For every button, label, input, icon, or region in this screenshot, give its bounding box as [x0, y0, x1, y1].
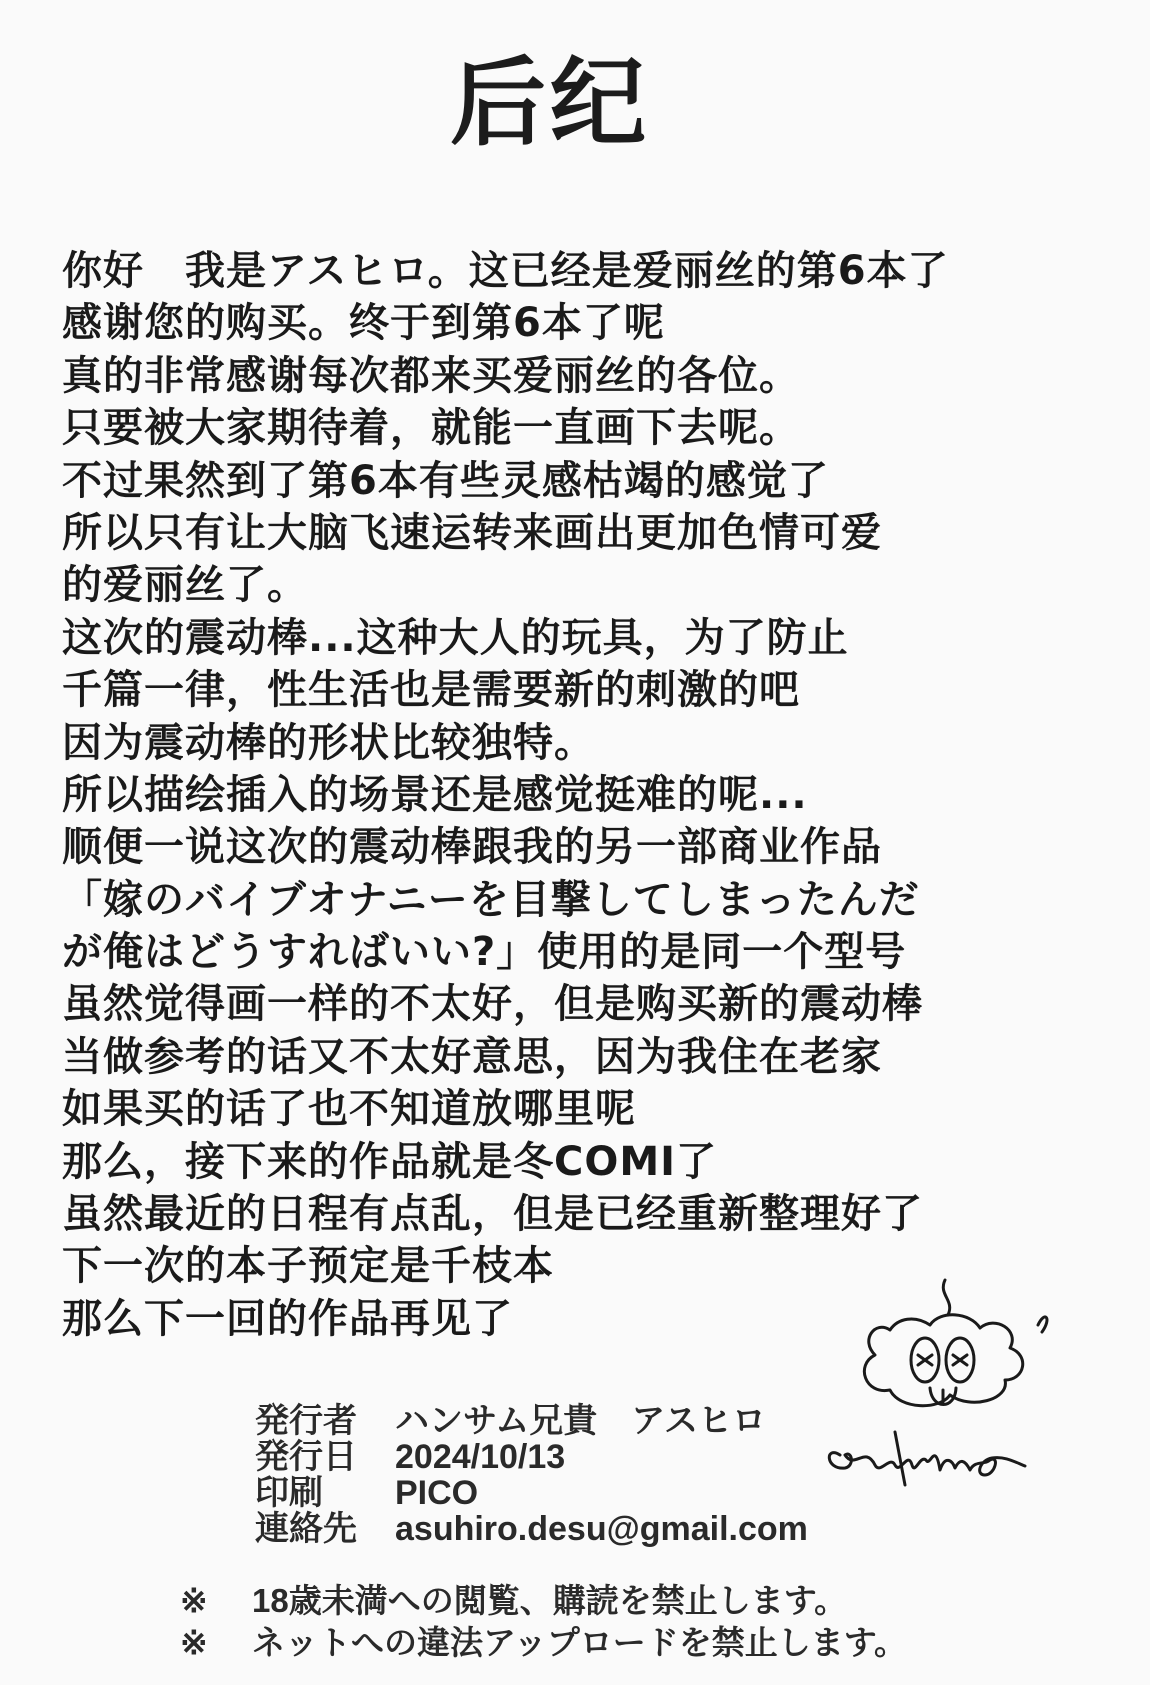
age-notice-text: 18歳未満への閲覧、購読を禁止します。 [252, 1582, 848, 1619]
notices [180, 1580, 980, 1664]
colophon-contact-row [255, 1511, 855, 1547]
afterword-body [62, 245, 1122, 1345]
body-line: 虽然最近的日程有点乱，但是已经重新整理好了 [62, 1191, 923, 1238]
body-line: 「嫁のバイブオナニーを目撃してしまったんだ [62, 876, 920, 923]
colophon-publisher-row [255, 1403, 855, 1439]
body-line: 千篇一律，性生活也是需要新的刺激的吧 [62, 667, 800, 714]
colophon [255, 1403, 855, 1547]
body-line: 那么，接下来的作品就是冬COMI了 [62, 1138, 718, 1185]
page-title: 后纪 [450, 47, 650, 159]
body-line: 感谢您的购买。终于到第6本了呢 [62, 300, 665, 347]
body-line: 的爱丽丝了。 [62, 562, 308, 609]
print-label: 印刷 [255, 1474, 323, 1512]
print-value: PICO [395, 1474, 479, 1512]
upload-prohibition-notice [180, 1622, 980, 1664]
body-line: 顺便一说这次的震动棒跟我的另一部商业作品 [62, 824, 882, 871]
contact-label: 連絡先 [255, 1510, 357, 1548]
reference-mark-icon: ※ [180, 1624, 208, 1661]
date-label: 発行日 [255, 1438, 357, 1476]
signature-doodle-icon [820, 1270, 1120, 1520]
body-line: 你好 我是アスヒロ。这已经是爱丽丝的第6本了 [62, 248, 949, 294]
reference-mark-icon: ※ [180, 1582, 208, 1619]
body-line: が俺はどうすればいい?」使用的是同一个型号 [62, 929, 907, 976]
upload-notice-text: ネットへの違法アップロードを禁止します。 [252, 1624, 908, 1661]
body-line: 当做参考的话又不太好意思，因为我住在老家 [62, 1033, 882, 1080]
contact-email: asuhiro.desu@gmail.com [395, 1510, 808, 1548]
date-value: 2024/10/13 [395, 1438, 566, 1476]
age-restriction-notice [180, 1580, 980, 1622]
body-line: 所以描绘插入的场景还是感觉挺难的呢... [62, 771, 808, 818]
body-line: 虽然觉得画一样的不太好，但是购买新的震动棒 [62, 981, 923, 1028]
body-line: 因为震动棒的形状比较独特。 [62, 719, 595, 766]
body-line: 真的非常感谢每次都来买爱丽丝的各位。 [62, 352, 800, 399]
colophon-print-row [255, 1475, 855, 1511]
publisher-label: 発行者 [255, 1402, 357, 1440]
publisher-value: ハンサム兄貴 アスヒロ [395, 1402, 766, 1440]
body-line: 只要被大家期待着，就能一直画下去呢。 [62, 405, 800, 452]
body-line: 不过果然到了第6本有些灵感枯竭的感觉了 [62, 457, 829, 504]
body-line: 所以只有让大脑飞速运转来画出更加色情可爱 [62, 509, 882, 556]
body-line: 这次的震动棒...这种大人的玩具，为了防止 [62, 614, 849, 661]
body-line: 如果买的话了也不知道放哪里呢 [62, 1086, 636, 1133]
colophon-date-row [255, 1439, 855, 1475]
body-line: 下一次的本子预定是千枝本 [62, 1243, 554, 1290]
body-line: 那么下一回的作品再见了 [62, 1295, 513, 1342]
